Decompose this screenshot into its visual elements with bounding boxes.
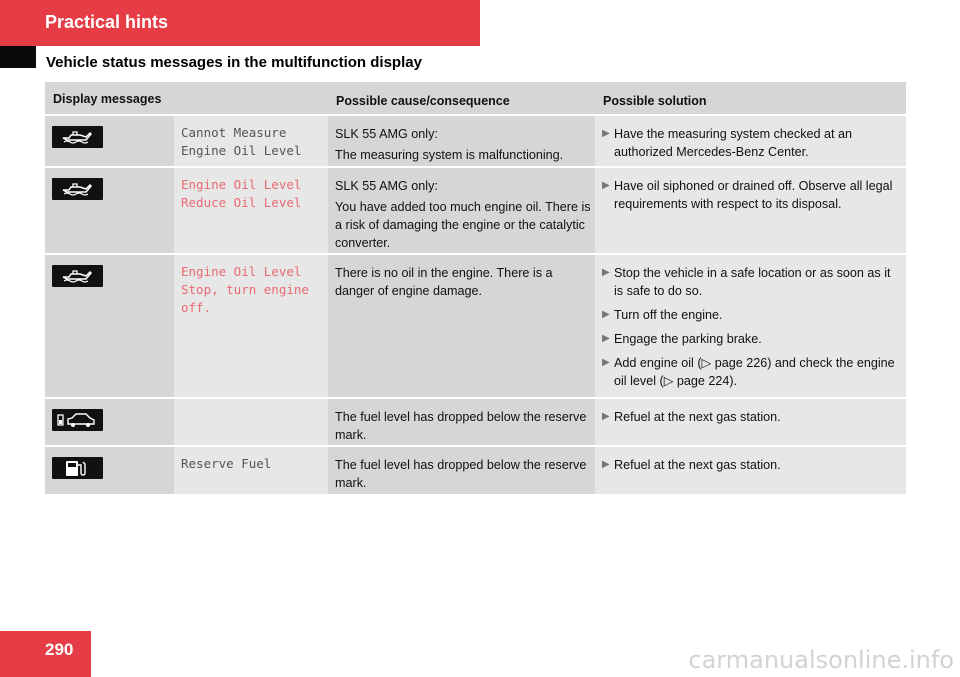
arrow-icon: ▶	[602, 180, 610, 191]
display-cell	[174, 255, 328, 397]
display-text: Stop, turn engine	[181, 282, 309, 297]
icon-cell	[45, 399, 174, 445]
display-cell	[174, 447, 328, 494]
display-text: Engine Oil Level	[181, 177, 302, 192]
fuel-car-icon	[52, 409, 103, 431]
table-row	[45, 253, 906, 397]
cause-text: SLK 55 AMG only:	[335, 179, 438, 193]
watermark: carmanualsonline.info	[688, 646, 954, 674]
table-header-row	[45, 82, 906, 114]
cause-cell	[328, 255, 595, 397]
display-text: Engine Oil Level	[181, 143, 302, 158]
table-row	[45, 397, 906, 445]
column-header-solution: Possible solution	[603, 94, 707, 108]
column-header-display: Display messages	[53, 92, 162, 106]
display-text: off.	[181, 300, 212, 315]
black-tab-marker	[0, 46, 36, 68]
cause-cell	[328, 168, 595, 253]
cause-cell	[328, 447, 595, 494]
cause-text: You have added too much engine oil. There is a risk of damaging the engine or the catalytic converter.	[335, 200, 591, 250]
solution-cell	[595, 168, 906, 253]
table-row	[45, 114, 906, 166]
arrow-icon: ▶	[602, 128, 610, 139]
solution-cell	[595, 116, 906, 166]
solution-item: ▶ Add engine oil (▷ page 226) and check the engine oil level (▷ page 224).	[602, 356, 895, 388]
column-header-cause: Possible cause/consequence	[336, 94, 510, 108]
cause-text: The fuel level has dropped below the reserve mark.	[335, 458, 587, 490]
solution-cell	[595, 447, 906, 494]
icon-cell	[45, 255, 174, 397]
cause-cell	[328, 399, 595, 445]
table-row	[45, 445, 906, 494]
display-text: Reduce Oil Level	[181, 195, 302, 210]
arrow-icon: ▶	[602, 411, 610, 422]
solution-item: ▶ Stop the vehicle in a safe location or as soon as it is safe to do so.	[602, 266, 891, 298]
table-row	[45, 166, 906, 253]
cause-text: SLK 55 AMG only:	[335, 127, 438, 141]
cause-cell	[328, 116, 595, 166]
display-text: Reserve Fuel	[181, 456, 272, 471]
solution-item: ▶ Engage the parking brake.	[602, 332, 762, 346]
arrow-icon: ▶	[602, 333, 610, 344]
oil-can-icon	[52, 126, 103, 148]
cause-text: The fuel level has dropped below the reserve mark.	[335, 410, 587, 442]
icon-cell	[45, 447, 174, 494]
display-text: Engine Oil Level	[181, 264, 302, 279]
solution-item: ▶ Have the measuring system checked at an authorized Mercedes-Benz Center.	[602, 127, 853, 159]
solution-item: ▶ Refuel at the next gas station.	[602, 458, 781, 472]
solution-item: ▶ Turn off the engine.	[602, 308, 723, 322]
page-number: 290	[45, 640, 74, 659]
cause-text: The measuring system is malfunctioning.	[335, 148, 564, 162]
arrow-icon: ▶	[602, 459, 610, 470]
section-title: Practical hints	[45, 12, 169, 32]
display-cell	[174, 399, 328, 445]
oil-can-icon	[52, 265, 103, 287]
arrow-icon: ▶	[602, 309, 610, 320]
solution-cell	[595, 255, 906, 397]
display-cell	[174, 116, 328, 166]
solution-cell	[595, 399, 906, 445]
oil-can-icon	[52, 178, 103, 200]
cause-text: There is no oil in the engine. There is a danger of engine damage.	[335, 266, 553, 298]
status-messages-table	[45, 82, 906, 494]
solution-item: ▶ Refuel at the next gas station.	[602, 410, 781, 424]
fuel-pump-icon	[52, 457, 103, 479]
arrow-icon: ▶	[602, 267, 610, 278]
solution-item: ▶ Have oil siphoned or drained off. Observe all legal requirements with respect to its disposal.	[602, 179, 893, 211]
display-text: Cannot Measure	[181, 125, 287, 140]
icon-cell	[45, 116, 174, 166]
display-cell	[174, 168, 328, 253]
icon-cell	[45, 168, 174, 253]
page-heading: Vehicle status messages in the multifunction display	[46, 54, 422, 71]
arrow-icon: ▶	[602, 357, 610, 368]
